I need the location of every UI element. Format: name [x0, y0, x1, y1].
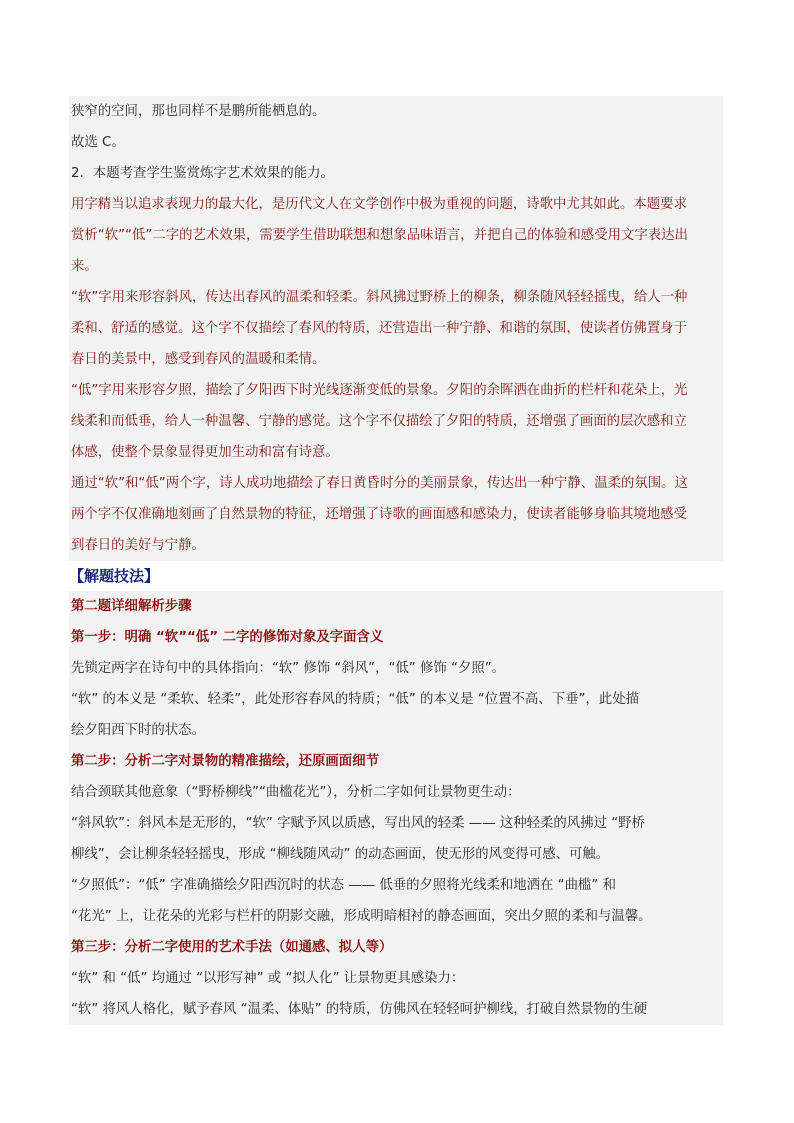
text-line: 赏析“软”“低”二字的艺术效果，需要学生借助联想和想象品味语言，并把自己的体验和感受用文字表达出 [71, 228, 688, 243]
step-title: 第一步：明确 “软”“低” 二字的修饰对象及字面含义 [71, 630, 384, 645]
text-line: “斜风软”：斜风本是无形的，“软” 字赋予风以质感，写出风的轻柔 —— 这种轻柔的风拂过 “野桥 [71, 816, 645, 831]
document-body [69, 96, 723, 1025]
text-line: 到春日的美好与宁静。 [71, 538, 205, 553]
text-line: “软” 将风人格化，赋予春风 “温柔、体贴” 的特质，仿佛风在轻轻呵护柳线，打破自然景物的生硬 [71, 1002, 648, 1017]
text-line: “花光” 上，让花朵的光彩与栏杆的阴影交融，形成明暗相衬的静态画面，突出夕照的柔和与温馨。 [71, 909, 652, 924]
text-line: 春日的美景中，感受到春风的温暖和柔情。 [71, 352, 326, 367]
step-title: 第二步：分析二字对景物的精准描绘，还原画面细节 [71, 754, 379, 769]
answer-block [69, 96, 723, 561]
text-line: 先锁定两字在诗句中的具体指向：“软” 修饰 “斜风”，“低” 修饰 “夕照”。 [71, 661, 506, 676]
step-title: 第三步：分析二字使用的艺术手法（如通感、拟人等） [71, 940, 393, 955]
text-line: “软” 的本义是 “柔软、轻柔”，此处形容春风的特质；“低” 的本义是 “位置不高、下垂”，此处描 [71, 692, 639, 707]
method-block [69, 591, 723, 1025]
subsection-title: 第二题详细解析步骤 [71, 599, 192, 614]
text-line: 狭窄的空间，那也同样不是鹏所能栖息的。 [71, 104, 326, 119]
text-line: 来。 [71, 259, 98, 274]
text-line: “夕照低”：“低” 字准确描绘夕阳西沉时的状态 —— 低垂的夕照将光线柔和地洒在 “曲槛” 和 [71, 878, 616, 893]
text-line: 故选 C。 [71, 135, 125, 150]
text-line: 用字精当以追求表现力的最大化，是历代文人在文学创作中极为重视的问题，诗歌中尤其如此。本题要求 [71, 197, 687, 212]
text-line: 2．本题考查学生鉴赏炼字艺术效果的能力。 [71, 166, 334, 181]
text-line: 体感，使整个景象显得更加生动和富有诗意。 [71, 445, 339, 460]
text-line: 柔和、舒适的感觉。这个字不仅描绘了春风的特质，还营造出一种宁静、和谐的氛围，使读者仿佛置身于 [71, 321, 687, 336]
text-line: 线柔和而低垂，给人一种温馨、宁静的感觉。这个字不仅描绘了夕阳的特质，还增强了画面的层次感和立 [71, 414, 687, 429]
text-line: 柳线”，会让柳条轻轻摇曳，形成 “柳线随风动” 的动态画面，使无形的风变得可感、可触。 [71, 847, 610, 862]
text-line: 结合颈联其他意象（“野桥柳线”“曲槛花光”），分析二字如何让景物更生动： [71, 785, 521, 800]
text-line: 通过“软”和“低”两个字，诗人成功地描绘了春日黄昏时分的美丽景象，传达出一种宁静、温柔的氛围。这 [71, 476, 688, 491]
text-line: 两个字不仅准确地刻画了自然景物的特征，还增强了诗歌的画面感和感染力，使读者能够身临其境地感受 [71, 507, 687, 522]
section-heading: 【解题技法】 [69, 561, 723, 591]
text-line: “软” 和 “低” 均通过 “以形写神” 或 “拟人化” 让景物更具感染力： [71, 971, 465, 986]
text-line: 绘夕阳西下时的状态。 [71, 723, 205, 738]
text-line: “软”字用来形容斜风，传达出春风的温柔和轻柔。斜风拂过野桥上的柳条，柳条随风轻轻摇曳，给人一种 [71, 290, 688, 305]
text-line: “低”字用来形容夕照，描绘了夕阳西下时光线逐渐变低的景象。夕阳的余晖洒在曲折的栏杆和花朵上，光 [71, 383, 688, 398]
